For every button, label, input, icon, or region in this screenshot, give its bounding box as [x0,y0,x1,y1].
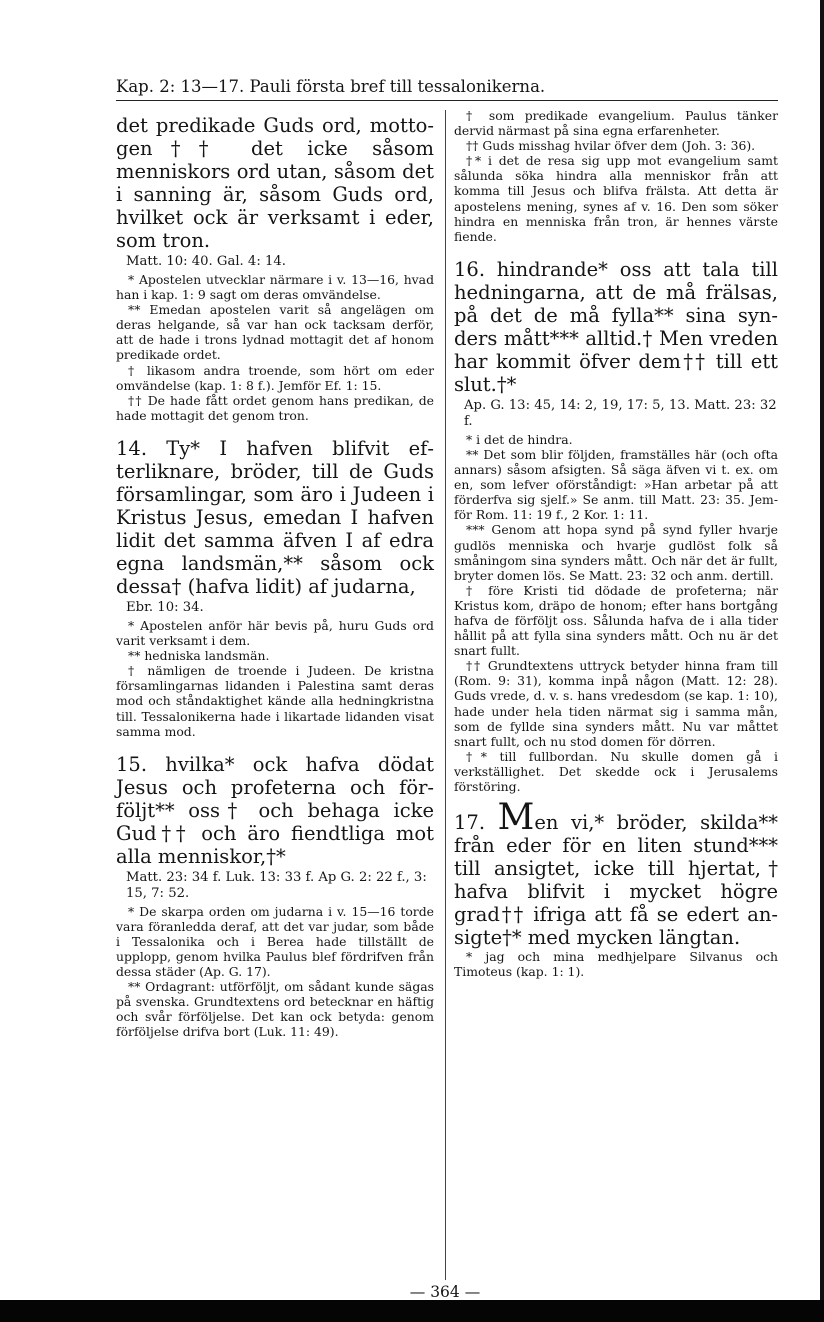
footnote: †* till fullbordan. Nu skulle domen gå i verkställighet. Det skedde ock i Jerusalems förstöring. [454,748,778,794]
right-column [454,108,778,979]
drop-cap: M [497,797,535,839]
footnote: † som predikade evangelium. Paulus tänker dervid närmast på sina egna erfarenheter. [454,108,778,139]
footnote: ** Emedan apostelen varit så angelägen om deras helgande, så var han ock tacksam derför, att de hade i trons lydnad mottagit det af honom predikade ordet. [116,302,434,363]
footnote: * jag och mina medhjelpare Silvanus och Timoteus (kap. 1: 1). [454,949,778,980]
footnote: † likasom andra troende, som hört om eder omvändelse (kap. 1: 8 f.). Jemför Ef. 1: 15. [116,362,434,393]
header-rule [116,100,778,101]
footnote: * De skarpa orden om judarna i v. 15—16 torde vara föranledda deraf, att det var judar, som både i Tessalonika och i Berea hade tillställt de upplopp, genom hvilka Paulus blef fördrifven från dessa städer (Ap. G. 17). [116,903,434,980]
verse-17-text: en vi,* bröder, skilda** från eder för en liten stund*** till ansigtet, icke till hjertat,† hafva blifvit i mycket högre grad†† ifriga att få se edert ansigte†* med mycken längtan. [454,811,779,950]
verse-17-number: 17. [454,811,486,835]
footnote: †† Guds misshag hvilar öfver dem (Joh. 3: 36). [466,138,756,154]
left-column [116,108,434,1040]
scan-edge-bottom [0,1300,824,1322]
verse-13-references: Matt. 10: 40. Gal. 4: 14. [126,254,286,269]
running-header: Kap. 2: 13—17. Pauli första bref till tessalonikerna. [116,77,546,96]
footnote: † nämligen de troende i Judeen. De kristna församlingarnas lidanden i Palestina samt deras mod och ståndaktighet kände alla hedningkristna till. Tessalonikerna hade i likartade lidanden visat samma mod. [116,663,434,739]
footnote: †† Grundtextens uttryck betyder hinna fram till (Rom. 9: 31), komma inpå någon (Matt. 12: 28). Guds vrede, d. v. s. hans vredesdom (se kap. 1: 10), hade under hela tiden närmat sig i samma mån, som de fyllde sina synders mått. Nu var måttet snart fullt, och nu stod domen för dörren. [454,658,778,749]
scan-edge-right [820,0,824,1322]
footnote: *** Genom att hopa synd på synd fyller hvarje gudlös menniska och hvarje gudlöst folk så småningom sina synders mått. Och när det är fullt, bryter domen lös. Se Matt. 23: 32 och anm. dertill. [454,522,778,583]
verse-14: 14. Ty* I hafven blifvit efterliknare, bröder, till de Guds församlingar, som äro i Judeen i Kristus Jesus, emedan I hafven lidit det samma äfven I af edra egna landsmän,** såsom ock dessa† (hafva lidit) af judarna, [116,436,434,598]
verse-14-references: Ebr. 10: 34. [126,599,204,615]
verse-13-continuation: det predikade Guds ord, mottogen†† det icke såsom menniskors ord utan, såsom det i sanning är, såsom Guds ord, hvilket ock är verksamt i eder, som tron. [116,114,434,252]
footnote: ** Ordagrant: utförföljt, om sådant kunde sägas på svenska. Grundtextens ord betecknar en häftig och svår förföljelse. Det kan ock betyda: genom förföljelse drifva bort (Luk. 11: 49). [116,979,434,1040]
footnote: * Apostelen anför här bevis på, huru Guds ord varit verksamt i dem. [116,617,434,649]
column-divider [445,110,446,1280]
footnote: †† De hade fått ordet genom hans predikan, de hade mottagit det genom tron. [116,392,434,423]
footnote: ** Det som blir följden, framställes här (och ofta annars) såsom afsigten. Så säga äfven vi t. ex. om en, som lefver oförståndigt: »Han arbetar på att förderfva sig sjelf.» Se anm. till Matt. 23: 35. Jemför Rom. 11: 19 f., 2 Kor. 1: 11. [454,446,778,523]
footnote: †* i det de resa sig upp mot evangelium samt sålunda söka hindra alla menniskor från att komma till Jesus och blifva frälsta. Att detta är apostelens mening, synes af v. 16. Den som söker hindra en menniska från tron, är hennes värste fiende. [454,153,778,244]
footnote: * i det de hindra. [466,431,573,447]
footnote: ** hedniska landsmän. [128,648,270,664]
footnote: † före Kristi tid dödade de profeterna; när Kristus kom, dräpo de honom; efter hans bortgång hafva de förföljt oss. Sålunda hafva de i alla tider hållit på att fylla sina synders mått. Och nu är det snart fullt. [454,582,778,659]
verse-15-references: Matt. 23: 34 f. Luk. 13: 33 f. Ap G. 2: 22 f., 3: 15, 7: 52. [126,869,427,901]
footnote: * Apostelen utvecklar närmare i v. 13—16, hvad han i kap. 1: 9 sagt om deras omvändelse. [116,272,434,303]
verse-16: 16. hindrande* oss att tala till hedningarna, att de må frälsas, på det de må fylla** sina synders mått*** alltid.† Men vreden har kommit öfver dem†† till ett slut.†* [454,257,778,396]
verse-17 [454,797,779,950]
page-number: — 364 — [409,1283,481,1301]
verse-16-references: Ap. G. 13: 45, 14: 2, 19, 17: 5, 13. Matt. 23: 32 f. [464,397,777,429]
verse-15: 15. hvilka* ock hafva dödat Jesus och profeterna och förföljt** oss† och behaga icke Gud†† och äro fiendtliga mot alla menniskor,†* [116,752,434,868]
